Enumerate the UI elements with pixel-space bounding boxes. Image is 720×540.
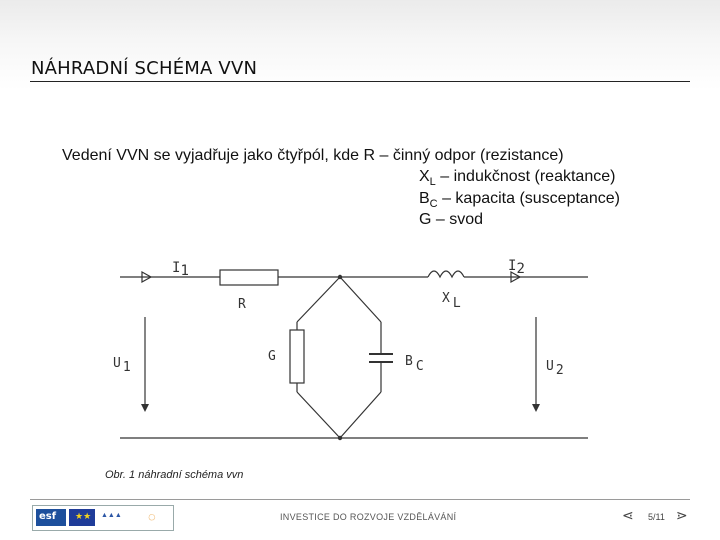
eu-flag-logo: ★★ [69,509,95,526]
slide-page-navigation [622,508,692,526]
body-text-line-2 [419,168,615,186]
bc-symbol: B [419,190,430,207]
conductance-g-symbol [290,330,304,383]
body-text-line-1: Vedení VVN se vyjadřuje jako čtyřpól, kde R – činný odpor (rezistance) [62,147,564,164]
next-slide-icon[interactable]: ⋗ [676,508,688,524]
label-u2: U 2 [546,359,564,378]
node-top [338,275,342,279]
bc-subscript: C [429,198,438,210]
u1-arrowhead-icon [141,404,149,412]
circuit-diagram [98,252,609,462]
label-xl: X L [442,291,461,311]
body-text-line-3 [419,190,620,208]
u2-arrowhead-icon [532,404,540,412]
label-u1: U 1 [113,356,131,375]
msmt-logo: ▲▲▲ [101,512,122,519]
label-g: G [268,349,276,364]
footer-slogan: INVESTICE DO ROZVOJE VZDĚLÁVÁNÍ [280,512,457,522]
equivalent-circuit-figure [98,252,609,462]
branch-bottom-left [297,392,340,438]
label-i2: I2 [508,258,525,277]
xl-symbol: X [419,168,430,185]
label-r: R [238,297,246,312]
title-underline [30,81,690,82]
inductor-xl-symbol [428,271,464,277]
label-i1: I1 [172,260,189,279]
esf-logo: esf [36,509,66,526]
branch-top-right [340,277,381,322]
footer-divider [30,499,690,500]
label-bc: B C [405,354,424,374]
xl-subscript: L [429,176,436,188]
branch-bottom-right [340,392,381,438]
page-number: 5/11 [648,512,665,522]
figure-caption: Obr. 1 náhradní schéma vvn [105,469,244,481]
op-vk-logo: ◌ [148,509,156,524]
body-text-line-4: G – svod [419,211,484,228]
branch-top-left [297,277,340,322]
resistor-r-symbol [220,270,278,285]
previous-slide-icon[interactable]: ⋖ [622,508,634,524]
funding-logos-strip [32,505,174,531]
node-bottom [338,436,342,440]
bc-description: – kapacita (susceptance) [437,190,620,207]
xl-description: – indukčnost (reaktance) [435,168,616,185]
slide-title: NÁHRADNÍ SCHÉMA VVN [31,58,258,79]
